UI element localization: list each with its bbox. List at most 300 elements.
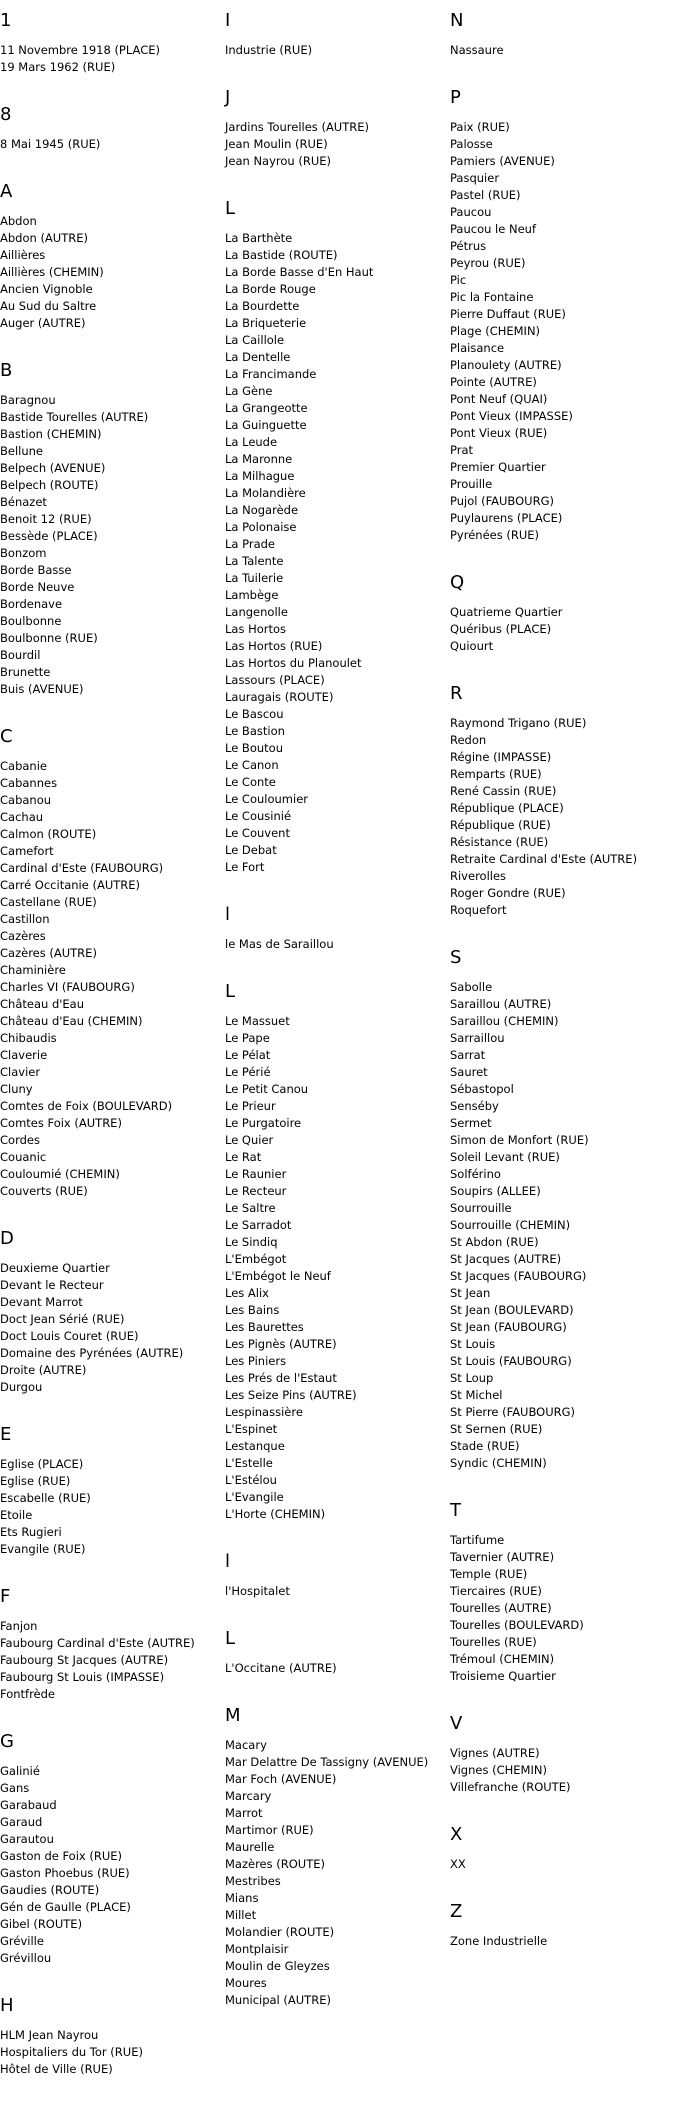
street-list-item: Pont Vieux (IMPASSE) [450,409,573,423]
street-list-item: Le Couvent [225,826,290,840]
street-list-item: St Jacques (FAUBOURG) [450,1269,587,1283]
street-list-item: St Louis (FAUBOURG) [450,1354,572,1368]
street-list-item: La Borde Basse d'En Haut [225,265,374,279]
street-list-item: Cluny [0,1082,33,1096]
street-list-item: Galinié [0,1764,40,1778]
street-list-item: Le Conte [225,775,276,789]
street-list-item: Doct Louis Couret (RUE) [0,1329,139,1343]
street-list-item: Garautou [0,1832,54,1846]
section-letter-heading: Z [450,1901,463,1922]
letter-section [225,1551,445,1600]
street-list-item: La Prade [225,537,275,551]
street-list-item: Stade (RUE) [450,1439,520,1453]
section-letter-heading: 8 [0,104,12,125]
street-list-item: Las Hortos du Planoulet [225,656,362,670]
letter-section [0,1424,220,1558]
letter-section [0,1995,220,2078]
street-list-item: Le Périé [225,1065,271,1079]
street-list-item: Bessède (PLACE) [0,529,98,543]
letter-section [0,360,220,698]
street-list-item: St Jean [450,1286,491,1300]
street-list-item: Escabelle (RUE) [0,1491,91,1505]
street-list-item: Bellune [0,444,44,458]
street-list-item: Le Fort [225,860,265,874]
street-list-item: Paucou le Neuf [450,222,536,236]
section-letter-heading: T [450,1500,461,1521]
street-list-item: Le Couloumier [225,792,309,806]
street-list-item: L'Espinet [225,1422,278,1436]
street-list-item: Le Recteur [225,1184,287,1198]
street-list-item: Remparts (RUE) [450,767,542,781]
street-list-item: La Barthète [225,231,293,245]
letter-section [225,1628,445,1677]
street-list-item: Quatrieme Quartier [450,605,563,619]
letter-section [450,1824,670,1873]
street-list-item: Aillières (CHEMIN) [0,265,104,279]
street-list-item: Belpech (AVENUE) [0,461,106,475]
street-list-item: La Maronne [225,452,293,466]
section-letter-heading: B [0,360,13,381]
street-list-item: XX [450,1857,466,1871]
street-list-item: Sarrat [450,1048,486,1062]
section-letter-heading: L [225,1628,236,1649]
street-list-item: La Borde Rouge [225,282,316,296]
street-list-item: Le Massuet [225,1014,290,1028]
street-list-item: Trémoul (CHEMIN) [450,1652,555,1666]
street-list-item: Cordes [0,1133,40,1147]
street-list-item: Quiourt [450,639,494,653]
street-list-item: Zone Industrielle [450,1934,548,1948]
street-list-item: Droite (AUTRE) [0,1363,87,1377]
street-list-item: Couloumié (CHEMIN) [0,1167,120,1181]
section-letter-heading: F [0,1586,11,1607]
street-list-item: Simon de Monfort (RUE) [450,1133,589,1147]
street-list-item: Sarraillou [450,1031,505,1045]
street-list-item: République (PLACE) [450,801,564,815]
street-list-item: Premier Quartier [450,460,546,474]
street-list-item: Ets Rugieri [0,1525,62,1539]
street-list-item: Le Debat [225,843,277,857]
street-list-item: Plaisance [450,341,505,355]
index-column-3 [450,0,670,1978]
letter-section [450,87,670,544]
street-list-item: Pyrénées (RUE) [450,528,540,542]
street-list-item: 19 Mars 1962 (RUE) [0,60,116,74]
street-list-item: Mestribes [225,1874,281,1888]
street-list-item: Solférino [450,1167,501,1181]
street-list-item: Château d'Eau (CHEMIN) [0,1014,143,1028]
street-list-item: La Milhague [225,469,295,483]
street-list-item: Mar Foch (AVENUE) [225,1772,337,1786]
street-list-item: St Abdon (RUE) [450,1235,539,1249]
street-list-item: Tourelles (AUTRE) [450,1601,552,1615]
street-list-item: Gibel (ROUTE) [0,1917,83,1931]
street-list-item: Le Sarradot [225,1218,292,1232]
street-list-item: Auger (AUTRE) [0,316,86,330]
letter-section [225,981,445,1523]
street-list-item: Gén de Gaulle (PLACE) [0,1900,131,1914]
street-list-item: Bastide Tourelles (AUTRE) [0,410,149,424]
street-list-item: Pierre Duffaut (RUE) [450,307,566,321]
street-list-item: Retraite Cardinal d'Este (AUTRE) [450,852,638,866]
letter-section [0,10,220,76]
street-list-item: Fanjon [0,1619,38,1633]
letter-section [450,1713,670,1796]
street-list-item: Las Hortos (RUE) [225,639,323,653]
section-letter-heading: N [450,10,464,31]
street-list-item: St Michel [450,1388,503,1402]
letter-section [450,10,670,59]
street-list-item: Soleil Levant (RUE) [450,1150,560,1164]
section-letter-heading: 1 [0,10,12,31]
street-list-item: Buis (AVENUE) [0,682,84,696]
street-list-item: L'Estelle [225,1456,273,1470]
section-letter-heading: H [0,1995,14,2016]
street-list-item: Paix (RUE) [450,120,510,134]
street-list-item: Redon [450,733,487,747]
street-list-item: Devant le Recteur [0,1278,104,1292]
street-list-item: Benoit 12 (RUE) [0,512,92,526]
street-list-item: La Tuilerie [225,571,284,585]
street-list-item: Le Canon [225,758,279,772]
street-list-item: Le Boutou [225,741,283,755]
street-list-item: Saraillou (AUTRE) [450,997,552,1011]
street-list-item: La Bourdette [225,299,300,313]
street-list-item: Paucou [450,205,492,219]
street-list-item: Le Prieur [225,1099,276,1113]
street-list-item: Moures [225,1976,267,1990]
street-list-item: Etoile [0,1508,33,1522]
street-list-item: Prouille [450,477,493,491]
street-list-item: Comtes de Foix (BOULEVARD) [0,1099,173,1113]
street-list-item: L'Occitane (AUTRE) [225,1661,337,1675]
street-list-item: Tourelles (RUE) [450,1635,537,1649]
letter-section [450,1500,670,1685]
street-list-item: Pont Neuf (QUAI) [450,392,548,406]
street-list-item: Aillières [0,248,46,262]
street-list-item: Camefort [0,844,54,858]
street-list-item: Pétrus [450,239,487,253]
street-list-item: St Sernen (RUE) [450,1422,543,1436]
street-list-item: HLM Jean Nayrou [0,2028,99,2042]
street-list-item: Fontfrède [0,1687,56,1701]
street-list-item: St Jean (FAUBOURG) [450,1320,567,1334]
street-list-item: Hospitaliers du Tor (RUE) [0,2045,143,2059]
street-list-item: Pointe (AUTRE) [450,375,537,389]
street-list-item: La Bastide (ROUTE) [225,248,338,262]
street-list-item: Sourrouille [450,1201,512,1215]
street-list-item: Eglise (PLACE) [0,1457,84,1471]
street-list-item: Langenolle [225,605,288,619]
street-list-item: Borde Basse [0,563,72,577]
street-list-item: Marrot [225,1806,263,1820]
letter-section [0,726,220,1200]
street-list-item: Bonzom [0,546,47,560]
street-list-item: Castillon [0,912,50,926]
index-column-2 [225,0,445,2037]
street-list-item: Boulbonne [0,614,62,628]
street-list-item: Macary [225,1738,267,1752]
street-list-item: Durgou [0,1380,43,1394]
street-list-item: La Francimande [225,367,317,381]
street-list-item: Bastion (CHEMIN) [0,427,102,441]
street-list-item: L'Embégot le Neuf [225,1269,331,1283]
street-list-item: Pont Vieux (RUE) [450,426,548,440]
street-list-item: Riverolles [450,869,507,883]
street-list-item: Roquefort [450,903,507,917]
street-list-item: Garaud [0,1815,43,1829]
street-list-item: La Polonaise [225,520,297,534]
street-list-item: Pasquier [450,171,500,185]
street-list-item: 8 Mai 1945 (RUE) [0,137,101,151]
letter-section [225,10,445,59]
street-list-item: Domaine des Pyrénées (AUTRE) [0,1346,184,1360]
street-list-item: Le Pape [225,1031,270,1045]
street-list-item: La Dentelle [225,350,291,364]
street-list-item: Sauret [450,1065,488,1079]
street-list-item: Mar Delattre De Tassigny (AVENUE) [225,1755,429,1769]
street-list-item: Lambège [225,588,279,602]
street-list-item: Claverie [0,1048,48,1062]
street-list-item: Régine (IMPASSE) [450,750,552,764]
street-list-item: Les Piniers [225,1354,287,1368]
street-list-item: Devant Marrot [0,1295,83,1309]
street-list-item: Sermet [450,1116,492,1130]
street-list-item: Le Purgatoire [225,1116,302,1130]
street-list-item: Au Sud du Saltre [0,299,97,313]
street-list-item: Vignes (AUTRE) [450,1746,540,1760]
street-list-item: Maurelle [225,1840,275,1854]
street-list-item: République (RUE) [450,818,551,832]
street-list-item: L'Evangile [225,1490,284,1504]
street-list-item: l'Hospitalet [225,1584,290,1598]
section-letter-heading: J [225,87,231,108]
street-list-item: Les Pignès (AUTRE) [225,1337,337,1351]
section-letter-heading: Q [450,572,465,593]
street-list-item: La Caillole [225,333,285,347]
section-letter-heading: D [0,1228,14,1249]
street-list-item: Bourdil [0,648,41,662]
street-list-item: Tartifume [450,1533,505,1547]
street-list-item: Résistance (RUE) [450,835,549,849]
street-list-item: Tiercaires (RUE) [450,1584,542,1598]
street-list-item: Gans [0,1781,30,1795]
street-list-item: Prat [450,443,474,457]
street-list-item: Le Raunier [225,1167,287,1181]
letter-section [450,572,670,655]
street-list-item: Chaminière [0,963,66,977]
street-list-item: Faubourg Cardinal d'Este (AUTRE) [0,1636,195,1650]
street-list-item: Abdon [0,214,37,228]
street-list-item: Couverts (RUE) [0,1184,88,1198]
street-list-item: Martimor (RUE) [225,1823,314,1837]
letter-section [225,198,445,876]
letter-section [225,1705,445,2009]
street-list-item: Sébastopol [450,1082,514,1096]
street-list-item: Le Cousinié [225,809,292,823]
street-list-item: Pujol (FAUBOURG) [450,494,554,508]
street-list-item: Castellane (RUE) [0,895,97,909]
street-list-item: Molandier (ROUTE) [225,1925,335,1939]
street-list-item: Boulbonne (RUE) [0,631,98,645]
street-list-item: Syndic (CHEMIN) [450,1456,547,1470]
street-list-item: Château d'Eau [0,997,85,1011]
street-list-item: St Jacques (AUTRE) [450,1252,562,1266]
street-list-item: Plage (CHEMIN) [450,324,541,338]
section-letter-heading: E [0,1424,12,1445]
street-list-item: Belpech (ROUTE) [0,478,99,492]
section-letter-heading: l [225,1551,231,1572]
street-list-item: La Guinguette [225,418,307,432]
street-list-item: Montplaisir [225,1942,289,1956]
street-list-item: le Mas de Saraillou [225,937,334,951]
street-list-item: La Briqueterie [225,316,307,330]
street-list-item: René Cassin (RUE) [450,784,557,798]
section-letter-heading: A [0,181,13,202]
street-list-item: Le Pélat [225,1048,271,1062]
street-list-item: Le Sindiq [225,1235,278,1249]
street-list-item: Cabanie [0,759,47,773]
section-letter-heading: L [225,198,236,219]
street-list-item: St Loup [450,1371,494,1385]
street-list-item: Cardinal d'Este (FAUBOURG) [0,861,164,875]
street-list-item: Gaston Phoebus (RUE) [0,1866,130,1880]
street-list-item: Les Prés de l'Estaut [225,1371,337,1385]
street-list-item: Villefranche (ROUTE) [450,1780,571,1794]
street-list-item: Quéribus (PLACE) [450,622,552,636]
street-list-item: Lassours (PLACE) [225,673,325,687]
street-list-item: Tourelles (BOULEVARD) [450,1618,584,1632]
street-list-item: Cazères (AUTRE) [0,946,97,960]
street-list-item: Troisieme Quartier [450,1669,556,1683]
street-list-item: Comtes Foix (AUTRE) [0,1116,122,1130]
section-letter-heading: C [0,726,13,747]
street-list-item: Roger Gondre (RUE) [450,886,566,900]
letter-section [0,181,220,332]
street-list-item: Palosse [450,137,493,151]
street-list-item: La Leude [225,435,278,449]
street-list-item: Evangile (RUE) [0,1542,86,1556]
street-list-item: Lauragais (ROUTE) [225,690,334,704]
section-letter-heading: V [450,1713,463,1734]
letter-section [225,87,445,170]
street-list-item: La Talente [225,554,284,568]
street-list-item: Cachau [0,810,44,824]
street-list-item: Saraillou (CHEMIN) [450,1014,559,1028]
section-letter-heading: I [225,10,231,31]
street-list-item: Senséby [450,1099,499,1113]
section-letter-heading: X [450,1824,463,1845]
street-list-item: Mazères (ROUTE) [225,1857,326,1871]
street-list-item: L'Estélou [225,1473,277,1487]
street-list-item: La Nogarède [225,503,299,517]
street-list-item: Lestanque [225,1439,285,1453]
street-list-item: Les Alix [225,1286,269,1300]
street-list-item: Marcary [225,1789,272,1803]
street-list-item: Municipal (AUTRE) [225,1993,331,2007]
street-list-item: L'Horte (CHEMIN) [225,1507,326,1521]
street-list-item: Moulin de Gleyzes [225,1959,330,1973]
street-list-item: Pic [450,273,467,287]
section-letter-heading: G [0,1731,14,1752]
street-list-item: Industrie (RUE) [225,43,313,57]
street-list-item: Planoulety (AUTRE) [450,358,562,372]
street-list-item: Raymond Trigano (RUE) [450,716,587,730]
street-list-item: 11 Novembre 1918 (PLACE) [0,43,160,57]
street-list-item: Nassaure [450,43,504,57]
street-list-item: St Pierre (FAUBOURG) [450,1405,576,1419]
street-list-item: Millet [225,1908,257,1922]
street-list-item: Hôtel de Ville (RUE) [0,2062,113,2076]
street-list-item: Sourrouille (CHEMIN) [450,1218,571,1232]
street-list-item: Pic la Fontaine [450,290,534,304]
street-list-item: Baragnou [0,393,56,407]
street-list-item: Peyrou (RUE) [450,256,526,270]
street-list-item: Las Hortos [225,622,287,636]
street-list-item: Le Bastion [225,724,285,738]
street-list-item: Le Bascou [225,707,284,721]
street-list-item: Gaston de Foix (RUE) [0,1849,123,1863]
street-list-item: La Gène [225,384,273,398]
street-list-item: Puylaurens (PLACE) [450,511,563,525]
street-list-item: Brunette [0,665,51,679]
street-list-item: Bordenave [0,597,63,611]
street-list-item: Vignes (CHEMIN) [450,1763,547,1777]
street-list-item: Lespinassière [225,1405,303,1419]
street-list-item: Doct Jean Sérié (RUE) [0,1312,125,1326]
letter-section [450,1901,670,1950]
street-list-item: L'Embégot [225,1252,287,1266]
street-list-item: Clavier [0,1065,41,1079]
street-list-item: Chibaudis [0,1031,57,1045]
street-list-item: St Louis [450,1337,496,1351]
street-list-item: Les Baurettes [225,1320,304,1334]
street-list-item: Bénazet [0,495,47,509]
street-list-item: Gaudies (ROUTE) [0,1883,100,1897]
letter-section [450,683,670,919]
street-list-item: Gréville [0,1934,44,1948]
street-list-item: Couanic [0,1150,47,1164]
street-list-item: Cabannes [0,776,58,790]
street-list-item: Pamiers (AVENUE) [450,154,555,168]
section-letter-heading: L [225,981,236,1002]
letter-section [0,1586,220,1703]
street-list-item: Le Petit Canou [225,1082,309,1096]
section-letter-heading: S [450,947,462,968]
street-list-item: Jardins Tourelles (AUTRE) [225,120,369,134]
street-list-item: Le Quier [225,1133,274,1147]
street-list-item: Ancien Vignoble [0,282,93,296]
letter-section [0,1731,220,1967]
street-list-item: Faubourg St Louis (IMPASSE) [0,1670,165,1684]
letter-section [0,1228,220,1396]
letter-section [450,947,670,1472]
street-list-item: Charles VI (FAUBOURG) [0,980,135,994]
street-list-item: Abdon (AUTRE) [0,231,88,245]
section-letter-heading: P [450,87,461,108]
street-list-item: Garabaud [0,1798,57,1812]
street-list-item: Cabanou [0,793,52,807]
street-list-item: Sabolle [450,980,493,994]
street-list-item: Jean Moulin (RUE) [225,137,328,151]
street-list-item: La Grangeotte [225,401,308,415]
street-list-item: Temple (RUE) [450,1567,528,1581]
street-list-item: La Molandière [225,486,306,500]
street-list-item: Carré Occitanie (AUTRE) [0,878,141,892]
street-list-item: Tavernier (AUTRE) [450,1550,555,1564]
street-list-item: Eglise (RUE) [0,1474,71,1488]
index-column-1 [0,0,220,2106]
